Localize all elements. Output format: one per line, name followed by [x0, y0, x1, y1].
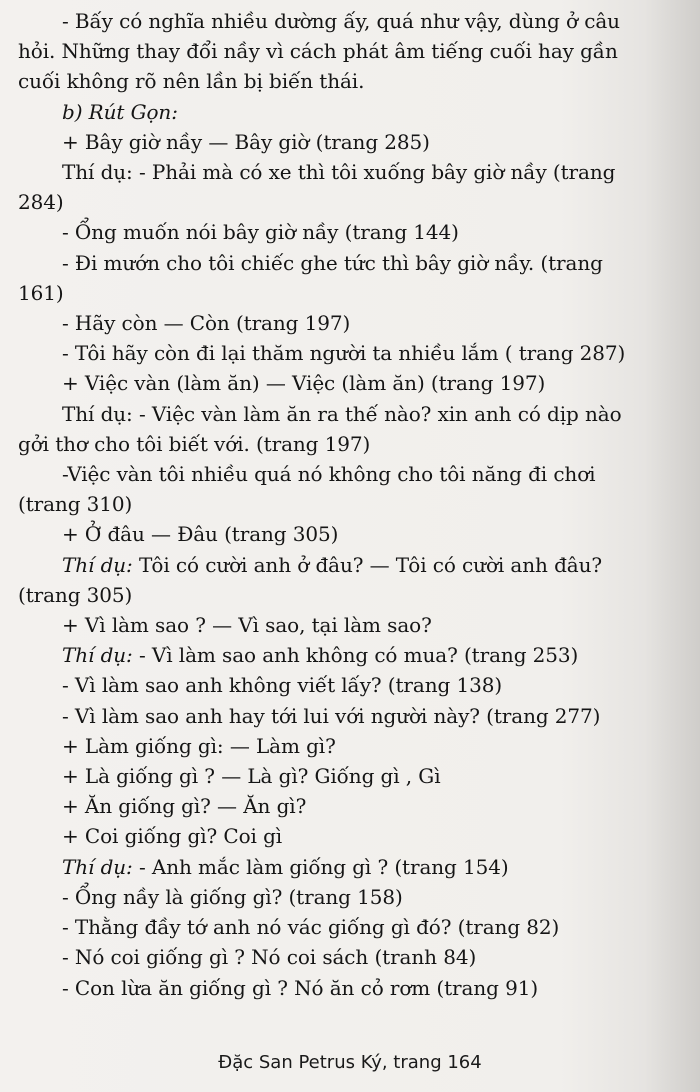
text-line	[18, 550, 694, 580]
text-line: -Việc vàn tôi nhiều quá nó không cho tôi năng đi chơi	[62, 462, 596, 487]
text-line: 284)	[18, 190, 64, 215]
text-line: + Vì làm sao ? — Vì sao, tại làm sao?	[62, 613, 432, 638]
page-body	[18, 6, 694, 1003]
text-line	[18, 640, 694, 670]
text-line: + Bây giờ nầy — Bây giờ (trang 285)	[62, 129, 430, 154]
example-label: Thí dụ:	[62, 552, 133, 577]
text-line: 161)	[18, 280, 64, 305]
text-line: cuối không rõ nên lần bị biến thái.	[18, 69, 365, 94]
text-line: - Đi mướn cho tôi chiếc ghe tức thì bây giờ nầy. (trang	[62, 250, 603, 275]
text-line: + Làm giống gì: — Làm gì?	[62, 733, 336, 758]
text-line	[18, 852, 694, 882]
text-line: - Tôi hãy còn đi lại thăm người ta nhiều lắm ( trang 287)	[62, 341, 626, 366]
text-line: (trang 310)	[18, 492, 133, 517]
text-line: - Thằng đầy tớ anh nó vác giống gì đó? (trang 82)	[62, 915, 560, 940]
section-heading: b) Rút Gọn:	[62, 99, 178, 124]
text-line: + Là giống gì ? — Là gì? Giống gì , Gì	[62, 764, 441, 789]
text-line: Thí dụ: - Phải mà có xe thì tôi xuống bây giờ nầy (trang	[62, 160, 616, 185]
text-line: - Ổng muốn nói bây giờ nầy (trang 144)	[62, 220, 459, 245]
text-line: hỏi. Những thay đổi nầy vì cách phát âm tiếng cuối hay gần	[18, 39, 618, 64]
text-fragment: Tôi có cười anh ở đâu? — Tôi có cười anh đâu?	[138, 552, 603, 577]
page-footer: Đặc San Petrus Ký, trang 164	[218, 1052, 482, 1073]
example-label: Thí dụ:	[62, 854, 133, 879]
text-line: - Nó coi giống gì ? Nó coi sách (tranh 84)	[62, 945, 477, 970]
text-line: - Vì làm sao anh hay tới lui với người này? (trang 277)	[62, 703, 601, 728]
text-line: - Ổng nầy là giống gì? (trang 158)	[62, 884, 403, 909]
text-line: (trang 305)	[18, 582, 133, 607]
text-line: - Hãy còn — Còn (trang 197)	[62, 311, 351, 336]
text-line: + Ở đâu — Đâu (trang 305)	[62, 522, 339, 547]
text-fragment: - Vì làm sao anh không có mua? (trang 253)	[138, 643, 579, 668]
example-label: Thí dụ:	[62, 643, 133, 668]
text-fragment: - Anh mắc làm giống gì ? (trang 154)	[138, 854, 509, 879]
text-line: gởi thơ cho tôi biết với. (trang 197)	[18, 431, 371, 456]
text-line: - Vì làm sao anh không viết lấy? (trang 138)	[62, 673, 503, 698]
text-line: - Con lừa ăn giống gì ? Nó ăn cỏ rơm (trang 91)	[62, 975, 539, 1000]
text-line: + Việc vàn (làm ăn) — Việc (làm ăn) (trang 197)	[62, 371, 546, 396]
text-line: + Coi giống gì? Coi gì	[62, 824, 283, 849]
text-line: + Ăn giống gì? — Ăn gì?	[62, 794, 307, 819]
text-line: Thí dụ: - Việc vàn làm ăn ra thế nào? xin anh có dịp nào	[62, 401, 622, 426]
text-line: - Bấy có nghĩa nhiều dường ấy, quá như vậy, dùng ở câu	[62, 9, 620, 33]
